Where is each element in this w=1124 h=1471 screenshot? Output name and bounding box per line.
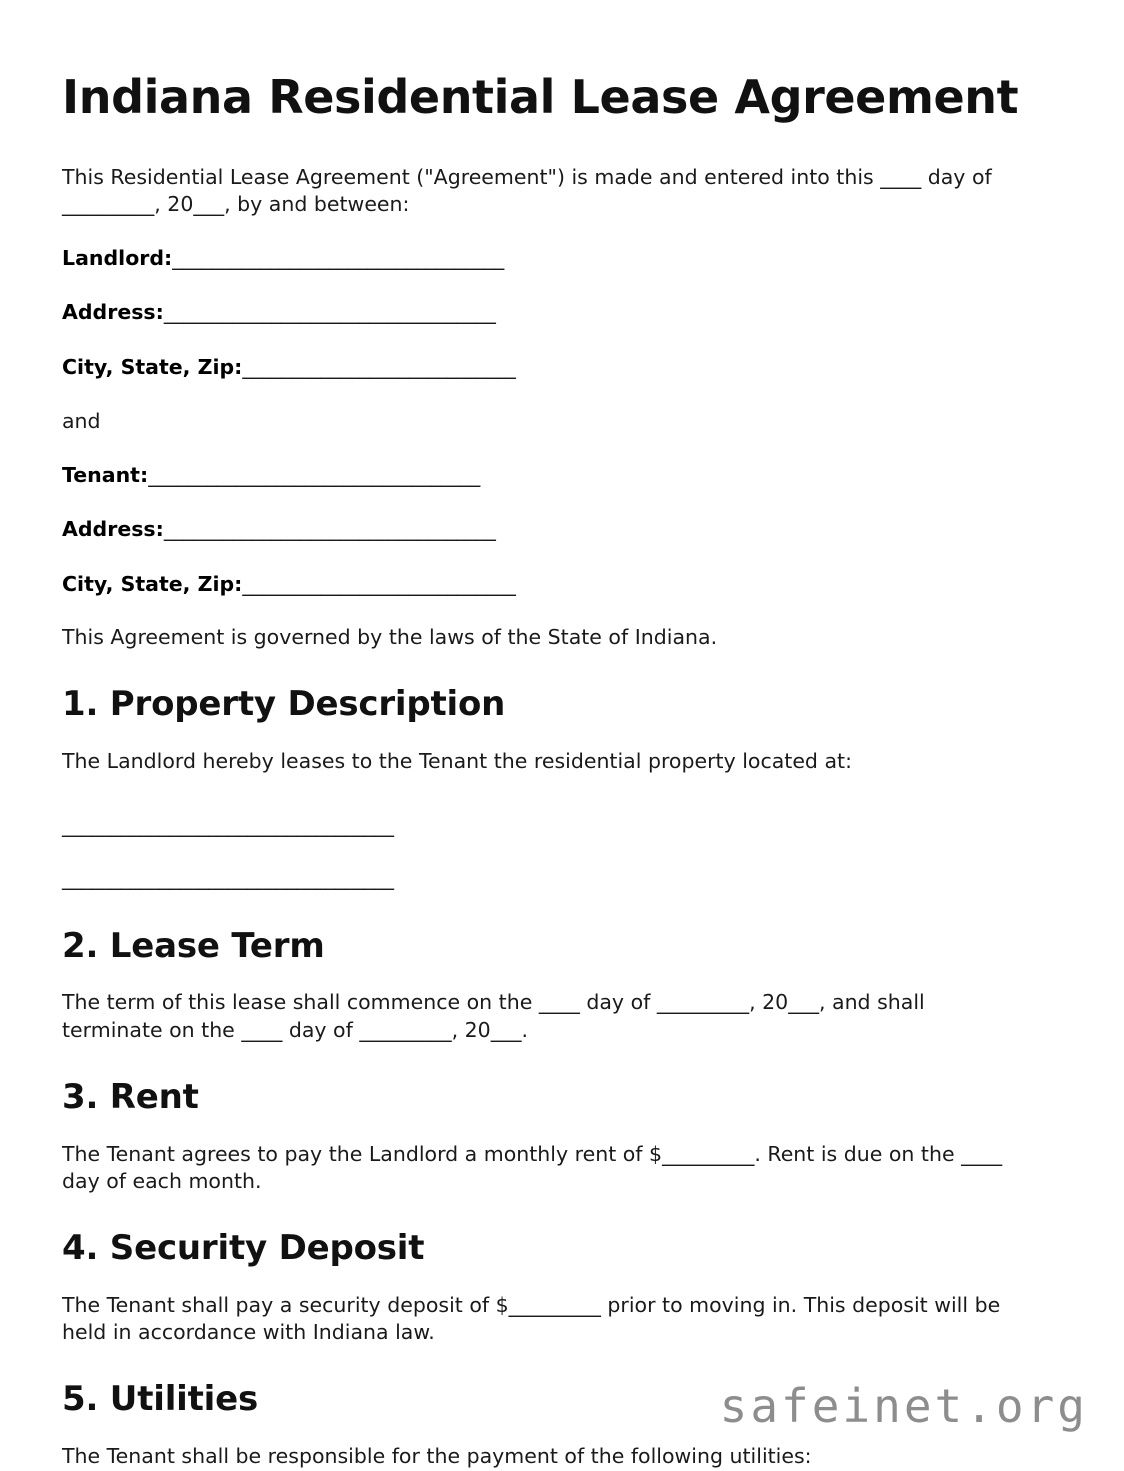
field-blank-landlord-address[interactable]: __________________________________ bbox=[163, 300, 496, 325]
field-label-landlord-city-state-zip: City, State, Zip: bbox=[62, 354, 243, 379]
section-heading-rent: 3. Rent bbox=[62, 1076, 199, 1117]
field-blank-tenant-city-state-zip[interactable]: ____________________________ bbox=[242, 571, 516, 596]
field-row-landlord-name bbox=[62, 245, 1030, 272]
field-blank-landlord[interactable]: __________________________________ bbox=[172, 246, 504, 271]
field-row-tenant-name bbox=[62, 462, 1030, 489]
document-content bbox=[62, 0, 1030, 1471]
field-label-landlord: Landlord: bbox=[62, 246, 173, 271]
section-body-lease-term: The term of this lease shall commence on the ____ day of _________, 20___, and shall terminate on the ____ day of _________, 20___. bbox=[62, 990, 925, 1042]
field-blank-tenant-address[interactable]: __________________________________ bbox=[163, 517, 496, 542]
section-heading-security-deposit: 4. Security Deposit bbox=[62, 1228, 425, 1269]
field-label-landlord-address: Address: bbox=[62, 300, 164, 325]
field-row-landlord-city-state-zip bbox=[62, 354, 1030, 381]
page-title: Indiana Residential Lease Agreement bbox=[62, 70, 1019, 124]
field-row-tenant-address bbox=[62, 516, 1030, 543]
section-body-security-deposit: The Tenant shall pay a security deposit of $_________ prior to moving in. This deposit will be held in accordance with Indiana law. bbox=[62, 1292, 1001, 1345]
field-label-tenant-city-state-zip: City, State, Zip: bbox=[62, 571, 243, 596]
field-label-tenant-address: Address: bbox=[62, 517, 164, 542]
field-blank-landlord-city-state-zip[interactable]: ____________________________ bbox=[242, 354, 516, 379]
field-row-tenant-city-state-zip bbox=[62, 571, 1030, 598]
intro-paragraph: This Residential Lease Agreement ("Agreement") is made and entered into this ____ day of _________, 20___, by and between: bbox=[62, 164, 992, 216]
field-blank-tenant[interactable]: __________________________________ bbox=[148, 463, 480, 488]
section-heading-property-description: 1. Property Description bbox=[62, 684, 506, 725]
section-heading-utilities: 5. Utilities bbox=[62, 1379, 259, 1420]
field-row-landlord-address bbox=[62, 299, 1030, 326]
property-address-blank-line-2[interactable]: __________________________________ bbox=[62, 866, 394, 891]
governing-law-statement: This Agreement is governed by the laws of the State of Indiana. bbox=[62, 624, 718, 649]
field-label-tenant: Tenant: bbox=[62, 463, 149, 488]
section-body-rent: The Tenant agrees to pay the Landlord a monthly rent of $_________. Rent is due on the ____ day of each month. bbox=[62, 1141, 1003, 1193]
site-watermark: safeinet.org bbox=[719, 1379, 1088, 1433]
parties-connector: and bbox=[62, 408, 101, 433]
section-body-utilities: The Tenant shall be responsible for the payment of the following utilities: bbox=[62, 1444, 812, 1469]
property-address-blank-line-1[interactable]: __________________________________ bbox=[62, 813, 394, 838]
section-body-property-description: The Landlord hereby leases to the Tenant the residential property located at: bbox=[62, 748, 852, 773]
section-heading-lease-term: 2. Lease Term bbox=[62, 925, 325, 966]
